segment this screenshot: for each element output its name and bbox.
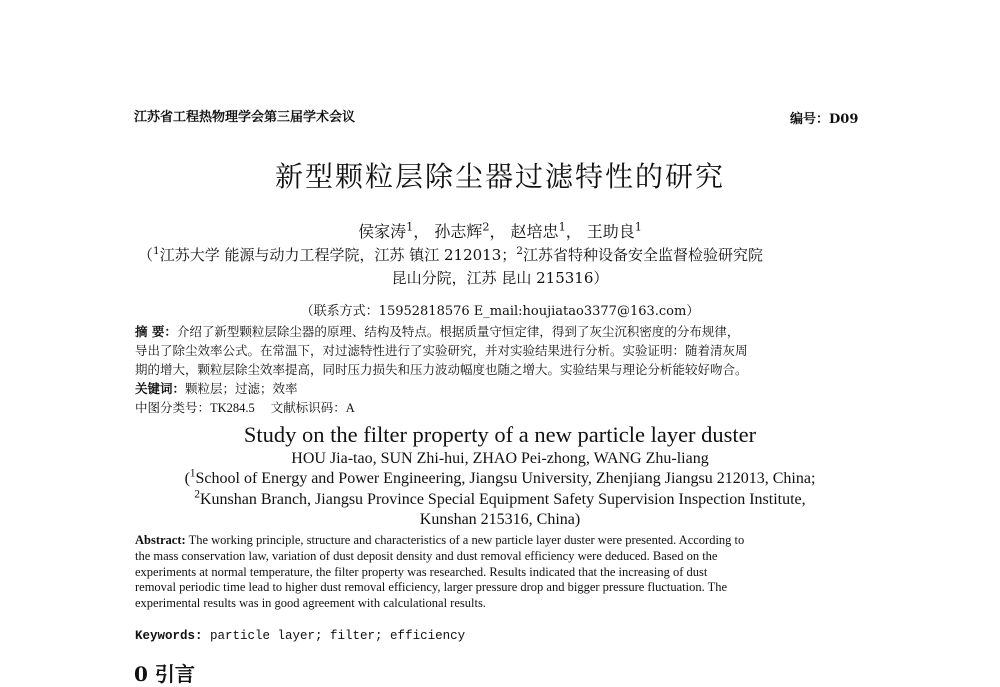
cn-author: 赵培忠$^1$ [510,220,566,241]
paper-number [790,108,858,127]
section-title: 引言 [154,662,195,686]
en-abstract-line: experimental results was in good agreement with calculational results. [135,596,486,611]
cn-keywords-label: 关键词： [135,381,186,396]
en-abstract [135,533,744,612]
en-affiliation-line-2: $^2$Kunshan Branch, Jiangsu Province Special Equipment Safety Supervision Inspection Institute, [194,488,806,508]
en-abstract-label: Abstract: [135,533,186,547]
en-authors: HOU Jia-tao, SUN Zhi-hui, ZHAO Pei-zhong, WANG Zhu-liang [291,450,709,467]
en-affiliation-line-1: ($^1$School of Energy and Power Engineering, Jiangsu University, Zhenjiang Jiangsu 212013, China; [184,467,816,487]
en-title: Study on the filter property of a new particle layer duster [243,422,757,447]
cn-abstract [135,322,748,418]
en-affiliation-line-3: Kunshan 215316, China) [419,511,581,528]
cn-abstract-label: 摘 要： [135,324,177,339]
section-heading [134,658,195,687]
en-keywords: Keywords: particle layer; filter; efficiency [135,629,466,643]
paper-number-label: 编号： [790,112,830,127]
cn-abstract-line: 导出了除尘效率公式。在常温下，对过滤特性进行了实验研究，并对实验结果进行分析。实验证明：随着清灰周 [135,343,748,358]
cn-classification: 中图分类号：TK284.5 文献标识码：A [135,400,355,415]
en-keywords-label: Keywords: [135,629,203,643]
en-abstract-line: removal periodic time lead to higher dust removal efficiency, larger pressure drop and bigger pressure fluctuation. The [135,580,728,595]
conference-name: 江苏省工程热物理学会第三届学术会议 [134,110,356,125]
en-abstract-line: Abstract: The working principle, structure and characteristics of a new particle layer duster were presented. According to [135,533,745,547]
cn-affiliation-line-1: （$^1$江苏大学 能源与动力工程学院，江苏 镇江 212013；$^2$江苏省特种设备安全监督检验研究院 [138,245,763,264]
cn-authors: 侯家涛$^1$， 孙志辉$^2$， 赵培忠$^1$， 王助良$^1$ [358,220,642,241]
cn-abstract-line: 摘 要：介绍了新型颗粒层除尘器的原理、结构及特点。根据质量守恒定律，得到了灰尘沉积密度的分布规律， [135,324,740,339]
cn-author: 王助良$^1$ [586,220,642,241]
cn-affiliation-line-2: 昆山分院，江苏 昆山 215316） [391,269,609,287]
en-abstract-line: the mass conservation law, variation of dust deposit density and dust removal efficiency were deduced. Based on the [135,548,718,563]
paper-number-value: D09 [829,112,859,127]
cn-author: 孙志辉$^2$ [434,220,490,241]
cn-title: 新型颗粒层除尘器过滤特性的研究 [274,160,725,193]
cn-author: 侯家涛$^1$ [358,220,414,241]
en-abstract-line: experiments at normal temperature, the filter property was researched. Results indicated that the increasing of dust [135,564,708,579]
cn-abstract-line: 期的增大，颗粒层除尘效率提高，同时压力损失和压力波动幅度也随之增大。实验结果与理论分析能较好吻合。 [135,362,748,377]
cn-keywords: 关键词：颗粒层；过滤；效率 [135,381,298,396]
cn-contact: （联系方式：15952818576 E_mail:houjiatao3377@163.com） [300,304,700,319]
section-number: 0 [134,662,148,686]
